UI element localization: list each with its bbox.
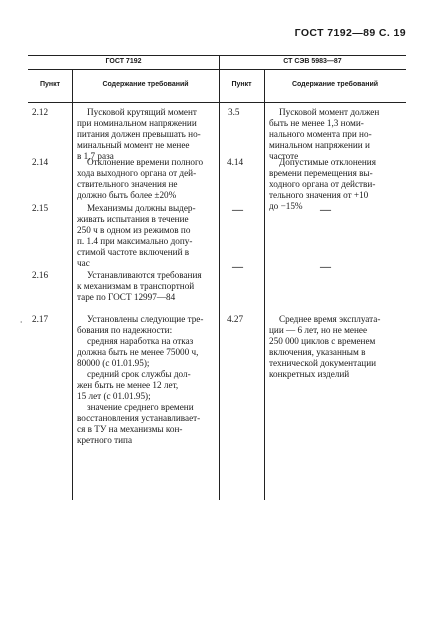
group-header-rule <box>28 69 406 70</box>
row-requirement-left: Отклонение времени полного хода выходного органа от дей- ствительного значения не должно быть более ±20% <box>77 157 204 200</box>
col-divider-right <box>264 69 265 500</box>
requirements-table <box>20 55 406 500</box>
row-requirement-right-dash: — <box>320 261 331 273</box>
column-header-rule <box>28 102 406 103</box>
group-header-st-sev: СТ СЭВ 5983—87 <box>283 58 342 65</box>
row-point-left: 2.16 <box>32 270 49 280</box>
column-header-requirements-left: Содержание требований <box>102 81 189 88</box>
row-requirement-left: Установлены следующие тре- бования по надежности: средняя наработка на отказ должна быть не менее 75000 ч, 80000 (с 01.01.95); средний срок службы дол- жен быть не менее 12 лет, 15 лет (с 01.01.95); значение среднего времени восстановления устанавливает- ся в ТУ на механизмы кон- кретного типа <box>77 314 204 445</box>
row-point-left: 2.15 <box>32 203 49 213</box>
row-point-right-dash: — <box>232 261 243 273</box>
row-point-left: 2.17 <box>32 314 49 324</box>
row-point-right: 4.27 <box>227 314 244 324</box>
column-header-requirements-right: Содержание требований <box>291 81 379 88</box>
row-requirement-right: Допустимые отклонения времени перемещения вы- ходного органа от действи- тельного значения от +10 до −15% <box>269 157 376 211</box>
col-divider-left <box>72 69 73 500</box>
row-requirement-right: Пусковой момент должен быть не менее 1,3 номи- нального момента при но- минальном напряжении и частоте <box>269 107 380 161</box>
column-header-point-left: Пункт <box>39 81 61 88</box>
page-header: ГОСТ 7192—89 С. 19 <box>294 27 406 39</box>
row-requirement-right: Среднее время эксплуата- ции — 6 лет, но не менее 250 000 циклов с временем включения, указанным в технической документации конкретных изделий <box>269 314 381 379</box>
group-divider <box>219 55 220 500</box>
row-point-left: 2.14 <box>32 157 49 167</box>
row-requirement-left: Устанавливаются требования к механизмам в транспортной таре по ГОСТ 12997—84 <box>77 270 202 302</box>
row-point-left: 2.12 <box>32 107 49 117</box>
row-requirement-left: Пусковой крутящий момент при номинальном напряжении питания должен превышать но- минальный момент не менее в 1,7 раза <box>77 107 201 161</box>
margin-mark: ⸳ <box>20 316 23 326</box>
row-point-right: 3.5 <box>228 107 240 117</box>
row-point-right: 4.14 <box>227 157 244 167</box>
column-header-point-right: Пункт <box>231 81 252 88</box>
table-top-rule <box>28 55 406 56</box>
group-header-gost: ГОСТ 7192 <box>105 58 142 65</box>
row-requirement-left: Механизмы должны выдер- живать испытания в течение 250 ч в одном из режимов по п. 1.4 при максимально допу- стимой частоте включений в час <box>77 203 196 268</box>
row-requirement-right-dash: — <box>320 204 331 216</box>
row-point-right-dash: — <box>232 204 243 216</box>
